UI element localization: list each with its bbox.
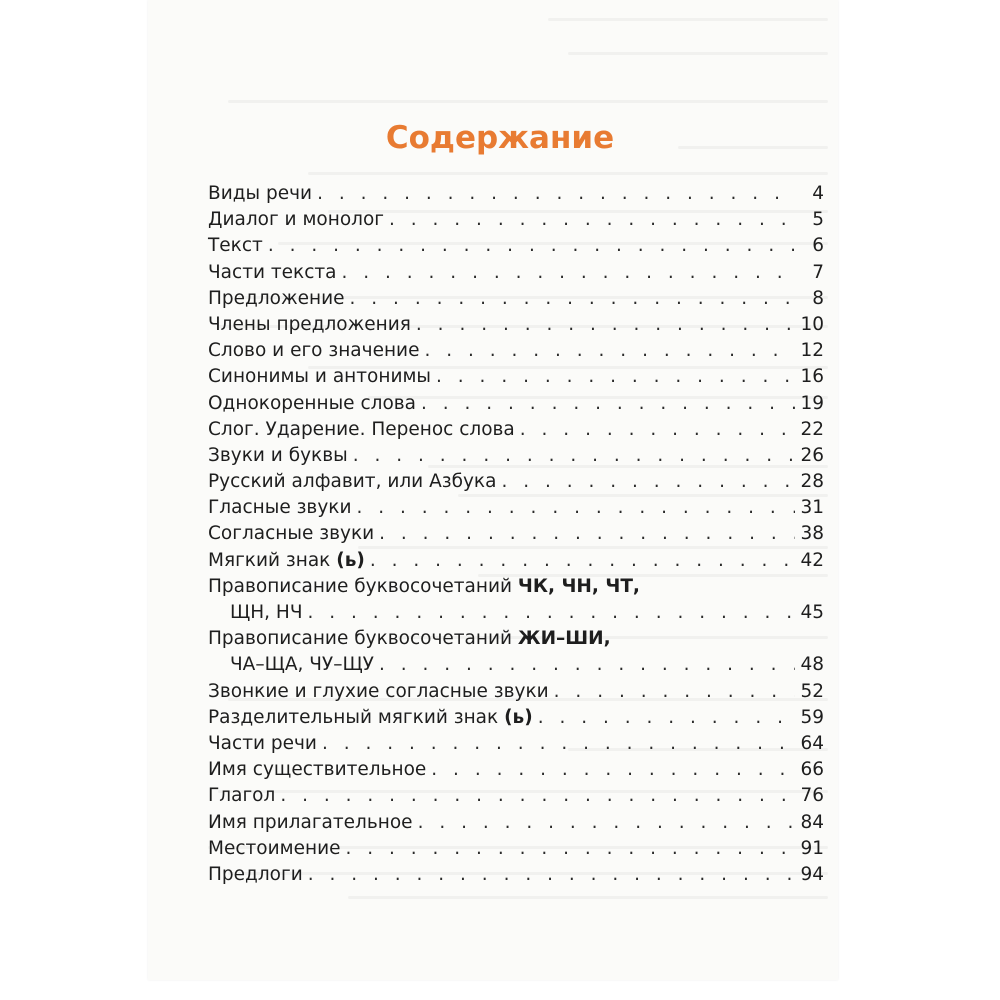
table-of-contents	[208, 181, 824, 888]
toc-entry-label	[208, 286, 345, 312]
toc-entry-text: Разделительный мягкий знак	[208, 706, 499, 728]
dot-leader	[353, 443, 795, 469]
toc-page-number: 10	[800, 313, 824, 335]
dot-leader	[280, 783, 795, 809]
toc-page-number: 91	[800, 837, 824, 859]
toc-entry-text: Гласные звуки	[208, 497, 352, 519]
toc-entry-label	[208, 757, 426, 783]
toc-entry[interactable]	[208, 548, 824, 574]
toc-entry[interactable]	[208, 783, 824, 809]
dot-leader	[379, 521, 795, 547]
toc-entry[interactable]	[208, 338, 824, 364]
toc-entry[interactable]	[208, 705, 824, 731]
toc-page-number: 66	[800, 759, 824, 781]
toc-entry-text: Звуки и буквы	[208, 444, 348, 466]
toc-entry[interactable]	[208, 679, 824, 705]
toc-entry-label	[208, 260, 337, 286]
toc-entry-label	[208, 443, 348, 469]
toc-page-number: 4	[812, 183, 824, 204]
toc-page-number: 48	[800, 654, 824, 676]
toc-entry-text: Текст	[208, 235, 263, 257]
toc-entry-label	[208, 338, 419, 364]
toc-page-number: 84	[800, 811, 824, 833]
toc-entry-label	[208, 312, 411, 338]
toc-page-number: 52	[800, 680, 824, 702]
toc-entry-label	[208, 548, 365, 574]
toc-entry-label	[208, 521, 374, 547]
toc-page-number: 76	[800, 785, 824, 807]
toc-entry-label	[208, 417, 515, 443]
toc-entry[interactable]	[208, 521, 824, 547]
toc-entry[interactable]	[208, 207, 824, 233]
toc-entry[interactable]	[208, 757, 824, 783]
toc-entry-text: Звонкие и глухие согласные звуки	[208, 680, 549, 702]
toc-entry[interactable]	[208, 574, 824, 626]
toc-entry-label	[208, 836, 340, 862]
page-title: Содержание	[385, 120, 615, 156]
toc-entry-label	[208, 810, 413, 836]
toc-entry[interactable]	[208, 862, 824, 888]
toc-entry-label	[208, 783, 275, 809]
toc-entry-line-1	[208, 626, 824, 652]
toc-entry[interactable]	[208, 364, 824, 390]
toc-page-number: 6	[812, 235, 824, 257]
toc-entry-label	[208, 207, 384, 233]
dot-leader	[389, 207, 795, 233]
toc-page-number: 42	[800, 549, 824, 571]
toc-entry-label	[208, 628, 611, 649]
toc-entry-text: Согласные звуки	[208, 523, 375, 545]
dot-leader	[538, 705, 795, 731]
toc-entry-text: Имя существительное	[208, 759, 427, 781]
toc-entry-label	[208, 469, 496, 495]
dot-leader	[317, 181, 795, 207]
toc-entry-text: Слово и его значение	[208, 340, 420, 362]
toc-entry-text: Предлоги	[208, 863, 303, 885]
toc-entry[interactable]	[208, 417, 824, 443]
toc-entry[interactable]	[208, 260, 824, 286]
dot-leader	[379, 652, 795, 678]
toc-entry[interactable]	[208, 626, 824, 678]
toc-entry[interactable]	[208, 181, 824, 207]
toc-page-number: 64	[800, 732, 824, 754]
toc-entry-label	[208, 391, 416, 417]
toc-entry-text: Имя прилагательное	[208, 811, 413, 833]
toc-entry-text: Правописание буквосочетаний	[208, 575, 513, 597]
toc-entry[interactable]	[208, 443, 824, 469]
toc-entry-text: Диалог и монолог	[208, 209, 385, 231]
toc-entry-text: Виды речи	[208, 183, 313, 204]
toc-entry-text: Части речи	[208, 732, 317, 754]
toc-entry[interactable]	[208, 312, 824, 338]
toc-page-number: 94	[800, 863, 824, 885]
toc-entry[interactable]	[208, 495, 824, 521]
toc-entry-text: Правописание буквосочетаний	[208, 628, 513, 650]
toc-page-number: 22	[800, 418, 824, 440]
toc-entry[interactable]	[208, 731, 824, 757]
toc-entry-label	[208, 679, 549, 705]
toc-entry-text: Мягкий знак	[208, 549, 331, 571]
dot-leader	[501, 469, 795, 495]
toc-entry-label	[208, 862, 303, 888]
toc-entry-label	[208, 233, 263, 259]
dot-leader	[554, 679, 795, 705]
toc-entry-line-1	[208, 574, 824, 600]
dot-leader	[308, 862, 795, 888]
dot-leader	[308, 600, 795, 626]
toc-entry[interactable]	[208, 810, 824, 836]
toc-entry-label	[208, 705, 533, 731]
toc-entry-label	[208, 364, 431, 390]
dot-leader	[322, 731, 795, 757]
dot-leader	[431, 757, 795, 783]
toc-entry-label	[208, 576, 640, 597]
toc-page-number: 59	[800, 706, 824, 728]
dot-leader	[520, 417, 795, 443]
toc-entry-continuation: ЩН, НЧ	[230, 602, 303, 623]
toc-entry-label	[208, 731, 317, 757]
toc-page-number: 38	[800, 523, 824, 545]
toc-entry-text: Однокоренные слова	[208, 392, 416, 414]
toc-entry-label	[208, 181, 312, 207]
toc-entry-text: Слог. Ударение. Перенос слова	[208, 418, 515, 440]
dot-leader	[424, 338, 795, 364]
toc-entry[interactable]	[208, 391, 824, 417]
dot-leader	[356, 495, 795, 521]
toc-page-number: 7	[812, 261, 824, 283]
toc-page-number: 16	[800, 366, 824, 388]
toc-entry-highlight: ЖИ–ШИ,	[517, 628, 611, 650]
toc-entry-continuation: ЧА–ЩА, ЧУ–ЩУ	[230, 654, 374, 676]
toc-page-number: 5	[812, 209, 824, 231]
toc-entry-text: Глагол	[208, 785, 276, 807]
dot-leader	[342, 260, 796, 286]
toc-page-number: 19	[800, 392, 824, 414]
toc-entry[interactable]	[208, 469, 824, 495]
toc-entry[interactable]	[208, 286, 824, 312]
toc-entry-text: Местоимение	[208, 837, 341, 859]
toc-entry[interactable]	[208, 233, 824, 259]
toc-page-number: 26	[800, 444, 824, 466]
toc-page-number: 31	[800, 497, 824, 519]
dot-leader	[421, 391, 795, 417]
dot-leader	[350, 286, 795, 312]
toc-entry-text: Русский алфавит, или Азбука	[208, 471, 497, 493]
toc-entry-label	[208, 495, 351, 521]
toc-entry-text: Члены предложения	[208, 313, 411, 335]
dot-leader	[418, 810, 795, 836]
toc-page-number: 45	[800, 602, 824, 623]
toc-entry-text: Синонимы и антонимы	[208, 366, 432, 388]
toc-entry-highlight: (ь)	[504, 706, 533, 728]
dot-leader	[370, 548, 795, 574]
toc-entry-line-2	[208, 652, 824, 678]
toc-entry-line-2	[208, 600, 824, 626]
toc-entry-highlight: (ь)	[336, 549, 365, 571]
dot-leader	[345, 836, 795, 862]
toc-page-number: 8	[812, 287, 824, 309]
toc-entry-highlight: ЧК, ЧН, ЧТ,	[517, 575, 640, 597]
toc-entry-text: Части текста	[208, 261, 337, 283]
toc-page-number: 28	[800, 471, 824, 493]
toc-entry[interactable]	[208, 836, 824, 862]
toc-entry-text: Предложение	[208, 287, 345, 309]
dot-leader	[268, 233, 795, 259]
dot-leader	[436, 364, 795, 390]
dot-leader	[416, 312, 795, 338]
toc-page-number: 12	[800, 340, 824, 362]
